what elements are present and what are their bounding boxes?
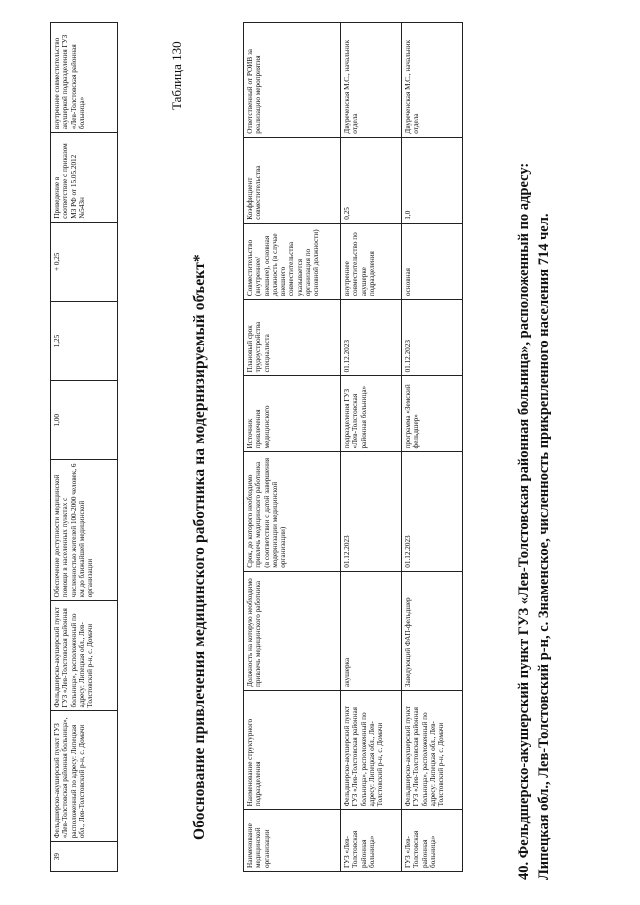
- header-resp: Ответственный от РОИВ за реализацию мероприятия: [244, 23, 341, 138]
- rotated-landscape-content: [50, 20, 610, 880]
- header-org: Наименование медицинской организации: [244, 810, 341, 872]
- cell-resp: Двуреченская М.С., начальник отдела: [402, 23, 463, 138]
- cell-purpose: Обеспечение доступности медицинской помощи в населенных пунктах с численностью жителей 100-2000 человек, 6 км до ближайшей медицинской организации: [51, 460, 118, 601]
- justification-table: [243, 22, 463, 872]
- cell-org: ГУЗ «Лев-Толстовская районная больница»: [341, 810, 402, 872]
- previous-table-fragment: [50, 22, 118, 872]
- table-row: [402, 23, 463, 872]
- cell-position: Заведующий ФАП-фельдшер: [402, 571, 463, 690]
- cell-source: программа «Земский фельдшер»: [402, 376, 463, 452]
- cell-source: подразделения ГУЗ «Лев-Толстовская районная больница»: [341, 376, 402, 452]
- header-combining: Совместительство (внутреннее/внешнее), основная должность (в случае внешнего совместительства указывается организация по основной должности): [244, 223, 341, 299]
- cell-plan: 01.12.2023: [402, 300, 463, 376]
- cell-combining: внутреннее совместительство по акушерке подразделения: [341, 223, 402, 299]
- table-heading: Обоснование привлечения медицинского работника на модернизируемый объект*: [191, 254, 208, 840]
- cell-coef: 0,25: [341, 137, 402, 223]
- header-unit: Наименование структурного подразделения: [244, 690, 341, 809]
- cell-basis: Приведение в соответствие с приказом МЗ РФ от 15.05.2012 №543н: [51, 133, 118, 223]
- cell-name: Фельдшерско-акушерский пункт ГУЗ «Лев-Толстовская районная больница», расположенный по адресу: Липецкая обл., Лев-Толстовский р-н, с. Домачи: [51, 711, 118, 842]
- header-deadline: Срок, до которого необходимо привлечь медицинского работника (в соответствии с датой завершения модернизации медицинской организации): [244, 452, 341, 571]
- section-caption-line2: Липецкая обл., Лев-Толстовский р-н, с. Знаменское, численность прикрепленного населения 714 чел.: [536, 213, 552, 880]
- table-row: [51, 23, 118, 872]
- cell-plan: 01.12.2023: [341, 300, 402, 376]
- cell-deadline: 01.12.2023: [341, 452, 402, 571]
- cell-deadline: 01.12.2023: [402, 452, 463, 571]
- cell-unit: Фельдшерско-акушерский пункт ГУЗ «Лев-Толстовская районная больница», расположенный по адресу: Липецкая обл., Лев-Толстовский р-н, с. Домачи: [402, 690, 463, 809]
- cell-coef: 1,0: [402, 137, 463, 223]
- cell-v2: 1,25: [51, 301, 118, 380]
- cell-num: 39: [51, 842, 118, 872]
- cell-v3: + 0,25: [51, 222, 118, 301]
- header-source: Источник привлечения медицинского: [244, 376, 341, 452]
- cell-org: ГУЗ «Лев-Толстовская районная больница»: [402, 810, 463, 872]
- cell-unit: Фельдшерско-акушерский пункт ГУЗ «Лев-Толстовская районная больница», расположенный по адресу: Липецкая обл., Лев-Толстовский р-н, с. Домачи: [341, 690, 402, 809]
- header-position: Должность на которую необходимо привлечь медицинского работника: [244, 571, 341, 690]
- header-coef: Коэффициент совместительства: [244, 137, 341, 223]
- section-caption-line1: 40. Фельдшерско-акушерский пункт ГУЗ «Лев-Толстовская районная больница», расположенный по адресу:: [516, 162, 532, 880]
- cell-resp: Двуреченская М.С., начальник отдела: [341, 23, 402, 138]
- cell-v1: 1,00: [51, 381, 118, 460]
- table-header-row: [244, 23, 341, 872]
- cell-combining: основная: [402, 223, 463, 299]
- table-row: [341, 23, 402, 872]
- cell-position: акушерка: [341, 571, 402, 690]
- cell-note: внутреннее совместительство акушеркой подразделения ГУЗ «Лев-Толстовская районная больница»: [51, 23, 118, 133]
- header-plan: Плановый срок трудоустройства специалиста: [244, 300, 341, 376]
- table-number: Таблица 130: [169, 41, 184, 110]
- cell-name2: Фельдшерско-акушерский пункт ГУЗ «Лев-Толстовская районная больница», расположенный по адресу: Липецкая обл., Лев-Толстовский р-н, с. Домачи: [51, 601, 118, 711]
